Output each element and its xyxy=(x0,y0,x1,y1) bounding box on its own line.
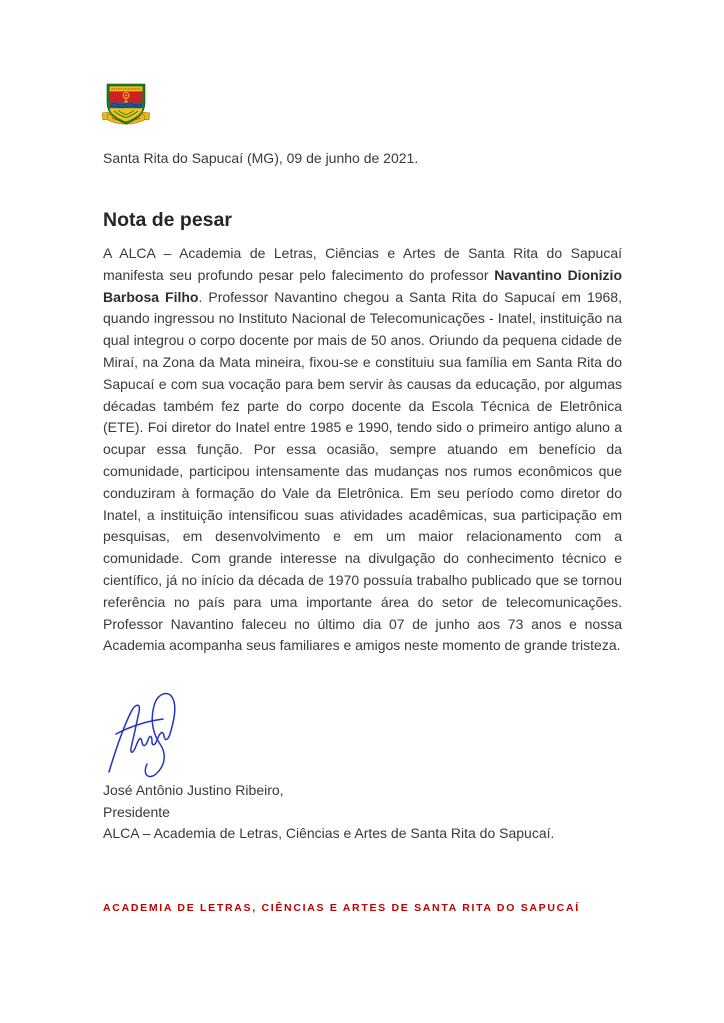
signature-icon xyxy=(103,686,188,784)
signer-role: Presidente xyxy=(103,803,170,820)
crest-icon xyxy=(102,83,150,127)
signer-name: José Antônio Justino Ribeiro, xyxy=(103,782,284,798)
signer-block xyxy=(103,780,622,845)
body-lead: A ALCA – Academia de Letras, Ciências e Artes de Santa Rita do Sapucaí manifesta seu profundo pesar pelo falecimento do professor xyxy=(103,245,622,283)
footer-academy-name: ACADEMIA DE LETRAS, CIÊNCIAS E ARTES DE SANTA RITA DO SAPUCAÍ xyxy=(103,902,580,914)
president-signature xyxy=(103,686,188,784)
body-deceased-name: Navantino Dionizio Barbosa Filho xyxy=(103,266,623,305)
body-rest: . Professor Navantino chegou a Santa Rita do Sapucaí em 1968, quando ingressou no Instituto Nacional de Telecomunicações - Inatel, instituição na qual integrou o corpo docente por mais de 50 anos. Oriundo da pequena cidade de Miraí, na Zona da Mata mineira, fixou-se e constituiu sua família em Santa Rita do Sapucaí e com sua vocação para bem servir às causas da educação, por algumas décadas também fez parte do corpo docente da Escola Técnica de Eletrônica (ETE). Foi diretor do Inatel entre 1985 e 1990, tendo sido o primeiro antigo aluno a ocupar essa função. Por essa ocasião, sempre atuando em benefício da comunidade, participou intensamente das mudanças nos rumos econômicos que conduziram à formação do Vale da Eletrônica. Em seu período como diretor do Inatel, a instituição intensificou suas atividades acadêmicas, sua participação em pesquisas, em desenvolvimento e em um maior relacionamento com a comunidade. Com grande interesse na divulgação do conhecimento técnico e científico, já no início da década de 1970 possuía trabalho publicado que se tornou referência no país para uma importante área do setor de telecomunicações. Professor Navantino faleceu no último dia 07 de junho aos 73 anos e nossa Academia acompanha seus familiares e amigos neste momento de grande tristeza. xyxy=(103,288,622,654)
signer-organization: ALCA – Academia de Letras, Ciências e Artes de Santa Rita do Sapucaí. xyxy=(103,825,555,842)
date-line: Santa Rita do Sapucaí (MG), 09 de junho de 2021. xyxy=(103,150,419,166)
letter-body xyxy=(103,243,622,657)
letter-title: Nota de pesar xyxy=(103,209,232,231)
alca-crest-logo xyxy=(102,83,150,127)
